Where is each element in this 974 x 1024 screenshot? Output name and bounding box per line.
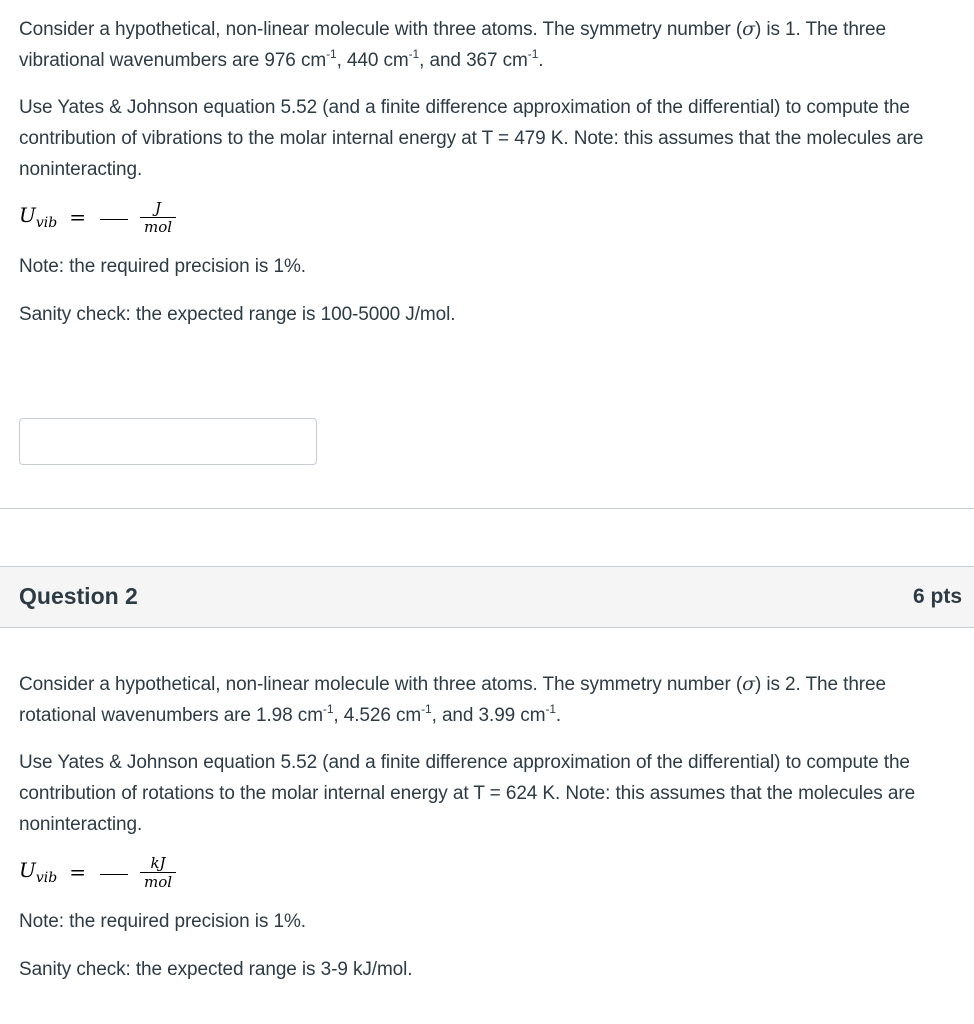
- q1-intro-text-a: Consider a hypothetical, non-linear molecule with three atoms. The symmetry number (: [19, 19, 743, 40]
- q1-sigma-symbol: σ: [742, 18, 755, 40]
- q1-exponent-3: -1: [527, 46, 539, 61]
- question-2-header: [0, 566, 974, 628]
- q2-intro-text-d: , and 3.99 cm: [431, 705, 546, 726]
- q1-equation-symbol: $U_{vib}$: [19, 203, 58, 231]
- question-2-instructions: Use Yates & Johnson equation 5.52 (and a finite difference approximation of the differential) to compute the contribution of rotations to the molar internal energy at T = 624 K. Note: this assumes that the molecules are noninteracting.: [19, 752, 916, 835]
- question-1-instructions: Use Yates & Johnson equation 5.52 (and a finite difference approximation of the differential) to compute the contribution of vibrations to the molar internal energy at T = 479 K. Note: this assumes that the molecules are noninteracting.: [19, 97, 924, 180]
- question-2-precision-note: Note: the required precision is 1%.: [19, 911, 306, 932]
- q2-equals-sign: =: [69, 860, 86, 884]
- q2-unit-numerator: kJ: [150, 853, 166, 872]
- q1-exponent-2: -1: [408, 46, 420, 61]
- q2-intro-text-a: Consider a hypothetical, non-linear molecule with three atoms. The symmetry number (: [19, 674, 743, 695]
- q2-intro-text-c: , 4.526 cm: [333, 705, 422, 726]
- question-2-equation: [19, 850, 950, 894]
- q1-unit-fraction: [140, 199, 176, 236]
- q1-answer-blank: [100, 219, 128, 220]
- q2-sigma-symbol: σ: [742, 673, 755, 695]
- q1-intro-text-e: .: [538, 50, 544, 71]
- question-1-equation: [19, 195, 950, 239]
- q2-equation-subscript: vib: [35, 870, 58, 886]
- q1-answer-input[interactable]: [19, 418, 317, 465]
- q2-answer-blank: [100, 874, 128, 875]
- q2-exponent-1: -1: [322, 701, 334, 716]
- q1-exponent-1: -1: [326, 46, 337, 61]
- question-1-sanity-check: Sanity check: the expected range is 100-5000 J/mol.: [19, 304, 456, 325]
- q2-intro-text-b: ) is 2. The three rotational wavenumbers are 1.98 cm: [19, 674, 886, 726]
- q1-intro-text-b: ) is 1. The three vibrational wavenumbers are 976 cm: [19, 19, 886, 71]
- q1-unit-numerator: J: [155, 198, 162, 217]
- question-divider: [0, 508, 974, 509]
- question-1-body: [19, 14, 950, 330]
- question-1-precision-note: Note: the required precision is 1%.: [19, 256, 306, 277]
- question-2-points: 6 pts: [912, 585, 962, 608]
- q2-unit-fraction: [140, 854, 176, 891]
- q2-exponent-3: -1: [545, 701, 556, 716]
- q2-exponent-2: -1: [421, 701, 432, 716]
- q1-equation-subscript: vib: [35, 215, 58, 231]
- q2-unit-denominator: mol: [140, 872, 176, 891]
- question-2-sanity-check: Sanity check: the expected range is 3-9 kJ/mol.: [19, 959, 413, 980]
- q2-intro-text-e: .: [555, 705, 562, 726]
- q1-equals-sign: =: [69, 205, 86, 229]
- question-1-intro: [19, 14, 950, 76]
- q1-unit-denominator: mol: [140, 217, 176, 236]
- q1-intro-text-c: , 440 cm: [336, 50, 409, 71]
- question-2-body: [19, 669, 950, 985]
- q1-intro-text-d: , and 367 cm: [419, 50, 528, 71]
- question-2-title: Question 2: [19, 583, 138, 609]
- q2-equation-symbol: $U_{vib}$: [19, 858, 58, 886]
- question-2-intro: [19, 669, 950, 731]
